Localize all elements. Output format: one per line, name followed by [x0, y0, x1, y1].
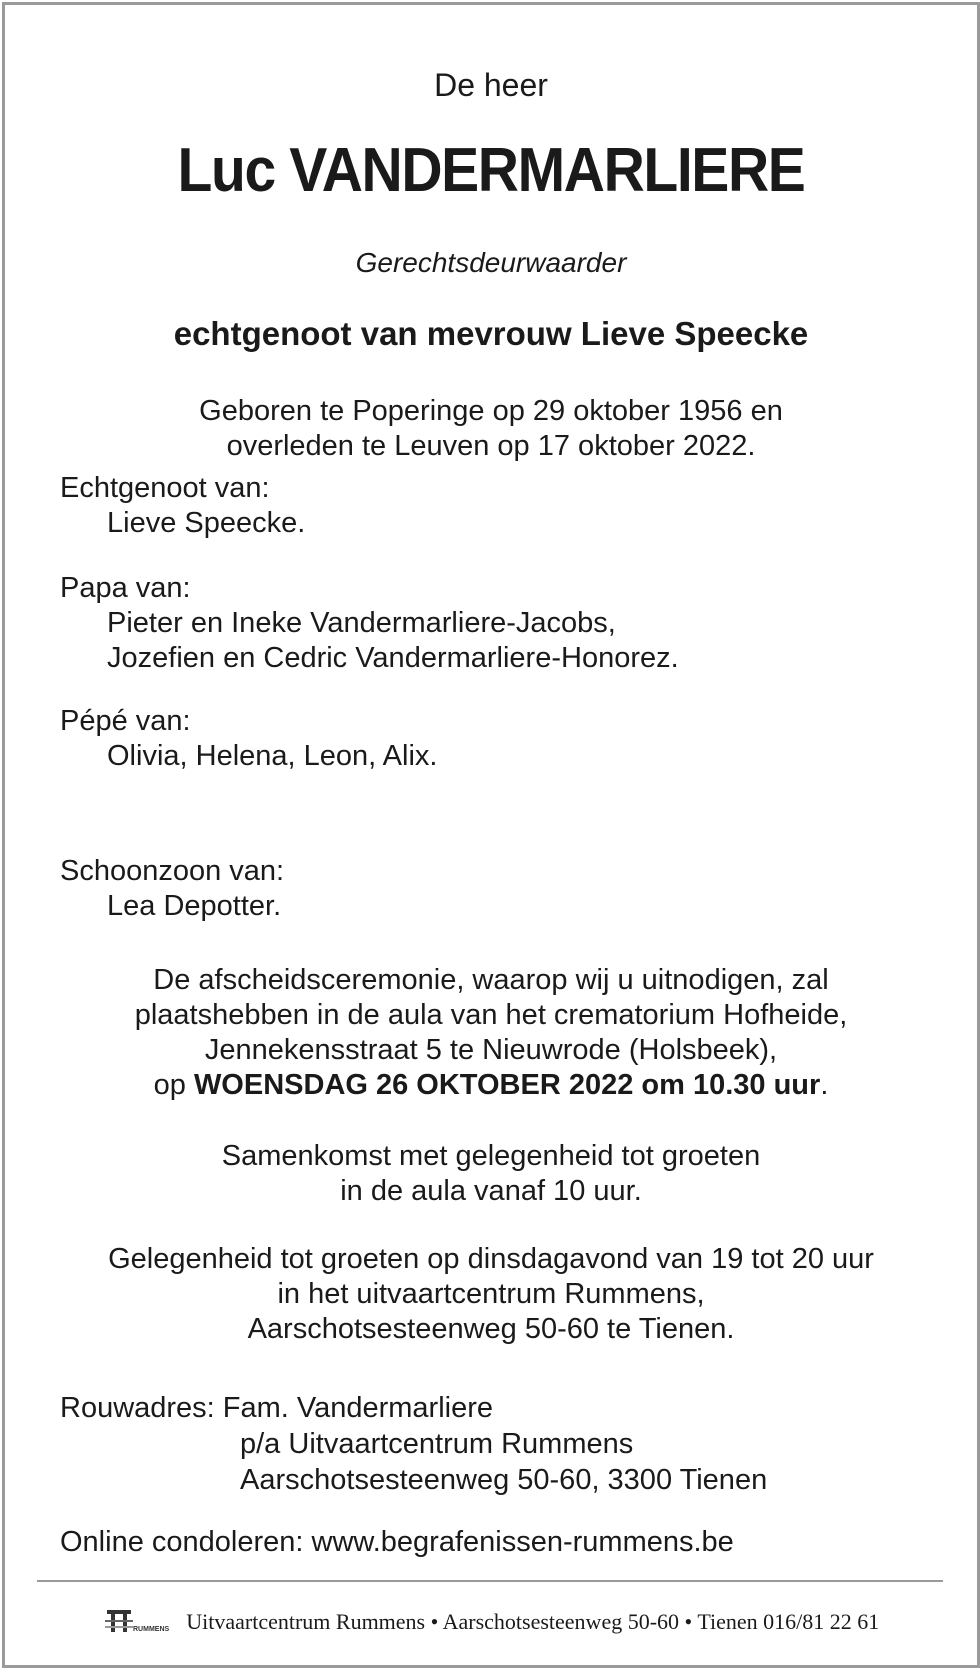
relation-spouse [60, 471, 305, 541]
ceremony-line: De afscheidsceremonie, waarop wij u uitnodigen, zal [153, 964, 829, 996]
mourning-address [60, 1390, 767, 1498]
footer [5, 1606, 977, 1642]
relation-label: Echtgenoot van: [60, 472, 270, 504]
relation-name: Olivia, Helena, Leon, Alix. [107, 740, 438, 772]
address-line: Aarschotsesteenweg 50-60, 3300 Tienen [240, 1464, 768, 1496]
relation-label: Papa van: [60, 572, 191, 604]
ceremony-suffix: . [820, 1069, 829, 1101]
spouse-line: echtgenoot van mevrouw Lieve Speecke [173, 315, 809, 352]
death-line: overleden te Leuven op 17 oktober 2022. [226, 430, 756, 462]
relation-grandchildren [60, 704, 437, 774]
visitation-line: in het uitvaartcentrum Rummens, [277, 1278, 705, 1310]
address-label: Rouwadres: Fam. Vandermarliere [60, 1392, 494, 1424]
relation-children [60, 571, 679, 676]
relation-label: Pépé van: [60, 705, 191, 737]
online-condolences: Online condoleren: www.begrafenissen-rummens.be [60, 1526, 734, 1558]
ceremony-date-line [5, 1068, 977, 1103]
ceremony-line: Jennekensstraat 5 te Nieuwrode (Holsbeek), [204, 1034, 778, 1066]
ceremony-date: WOENSDAG 26 OKTOBER 2022 om 10.30 uur [193, 1069, 821, 1101]
visitation-line: Aarschotsesteenweg 50-60 te Tienen. [247, 1313, 735, 1345]
gathering-line: in de aula vanaf 10 uur. [340, 1175, 642, 1207]
footer-divider [37, 1580, 943, 1582]
address-line: p/a Uitvaartcentrum Rummens [240, 1428, 634, 1460]
ceremony-line: plaatshebben in de aula van het crematorium Hofheide, [134, 999, 848, 1031]
ceremony-prefix: op [153, 1069, 194, 1101]
gathering-line: Samenkomst met gelegenheid tot groeten [221, 1140, 761, 1172]
birth-line: Geboren te Poperinge op 29 oktober 1956 en [199, 395, 783, 427]
footer-text: Uitvaartcentrum Rummens • Aarschotsesteenweg 50-60 • Tienen 016/81 22 61 [186, 1609, 880, 1635]
salutation: De heer [434, 67, 548, 103]
obituary-card [2, 2, 980, 1668]
deceased-name: Luc VANDERMARLIERE [177, 136, 805, 205]
gathering-block [5, 1139, 977, 1209]
relation-label: Schoonzoon van: [60, 855, 285, 887]
relation-name: Lea Depotter. [107, 890, 282, 922]
visitation-block [5, 1242, 977, 1347]
visitation-line: Gelegenheid tot groeten op dinsdagavond van 19 tot 20 uur [108, 1243, 874, 1275]
birth-death-block [5, 394, 977, 464]
relation-name: Jozefien en Cedric Vandermarliere-Honorez. [107, 642, 679, 674]
relation-name: Pieter en Ineke Vandermarliere-Jacobs, [107, 607, 616, 639]
funeral-home-logo [103, 1606, 173, 1642]
relation-mother-in-law [60, 854, 284, 924]
logo-text: RUMMENS [132, 1626, 169, 1633]
relation-name: Lieve Speecke. [107, 507, 306, 539]
profession: Gerechtsdeurwaarder [355, 247, 627, 278]
ceremony-block [5, 963, 977, 1103]
